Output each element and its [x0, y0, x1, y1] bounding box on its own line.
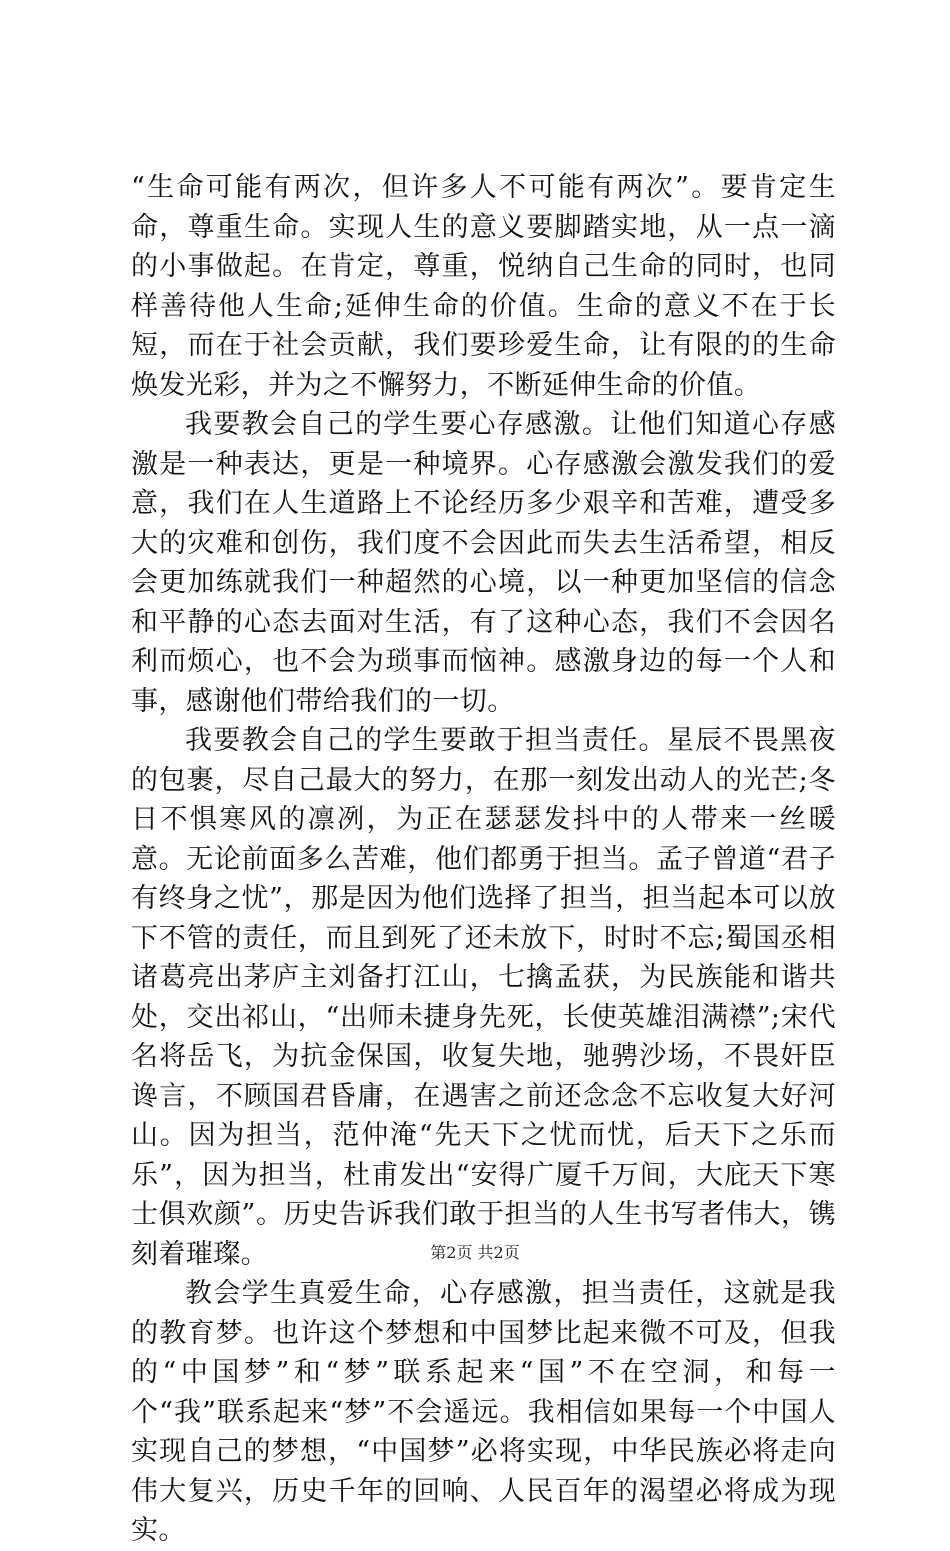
paragraph-cherish-life: “生命可能有两次，但许多人不可能有两次”。要肯定生命，尊重生命。实现人生的意义要脚踏实地，从一点一滴的小事做起。在肯定，尊重，悦纳自己生命的同时，也同样善待他人生命;延伸生命的价值。生命的意义不在于长短，而在于社会贡献，我们要珍爱生命，让有限的的生命焕发光彩，并为之不懈努力，不断延伸生命的价值。	[131, 172, 836, 401]
page-number-footer: 第2页 共2页	[430, 1243, 520, 1262]
document-body	[131, 168, 836, 1551]
paragraph-gratitude: 我要教会自己的学生要心存感激。让他们知道心存感激是一种表达，更是一种境界。心存感激会激发我们的爱意，我们在人生道路上不论经历多少艰辛和苦难，遭受多大的灾难和创伤，我们度不会因此而失去生活希望，相反会更加练就我们一种超然的心境，以一种更加坚信的信念和平静的心态去面对生活，有了这种心态，我们不会因名利而烦心，也不会为琐事而恼神。感激身边的每一个人和事，感谢他们带给我们的一切。	[131, 409, 836, 717]
paragraph-education-dream: 教会学生真爱生命，心存感激，担当责任，这就是我的教育梦。也许这个梦想和中国梦比起来微不可及，但我的“中国梦”和“梦”联系起来“国”不在空洞，和每一个“我”联系起来“梦”不会遥远。我相信如果每一个中国人实现自己的梦想，“中国梦”必将实现，中华民族必将走向伟大复兴，历史千年的回响、人民百年的渴望必将成为现实。	[131, 1278, 836, 1546]
paragraph-responsibility: 我要教会自己的学生要敢于担当责任。星辰不畏黑夜的包裹，尽自己最大的努力，在那一刻发出动人的光芒;冬日不惧寒风的凛冽，为正在瑟瑟发抖中的人带来一丝暖意。无论前面多么苦难，他们都勇于担当。孟子曾道“君子有终身之忧”，那是因为他们选择了担当，担当起本可以放下不管的责任，而且到死了还未放下，时时不忘;蜀国丞相诸葛亮出茅庐主刘备打江山，七擒孟获，为民族能和谐共处，交出祁山，“出师未捷身先死，长使英雄泪满襟”;宋代名将岳飞，为抗金保国，收复失地，驰骋沙场，不畏奸臣谗言，不顾国君昏庸，在遇害之前还念念不忘收复大好河山。因为担当，范仲淹“先天下之忧而忧，后天下之乐而乐”，因为担当，杜甫发出“安得广厦千万间，大庇天下寒士俱欢颜”。历史告诉我们敢于担当的人生书写者伟大，镌刻着璀璨。	[131, 725, 836, 1270]
